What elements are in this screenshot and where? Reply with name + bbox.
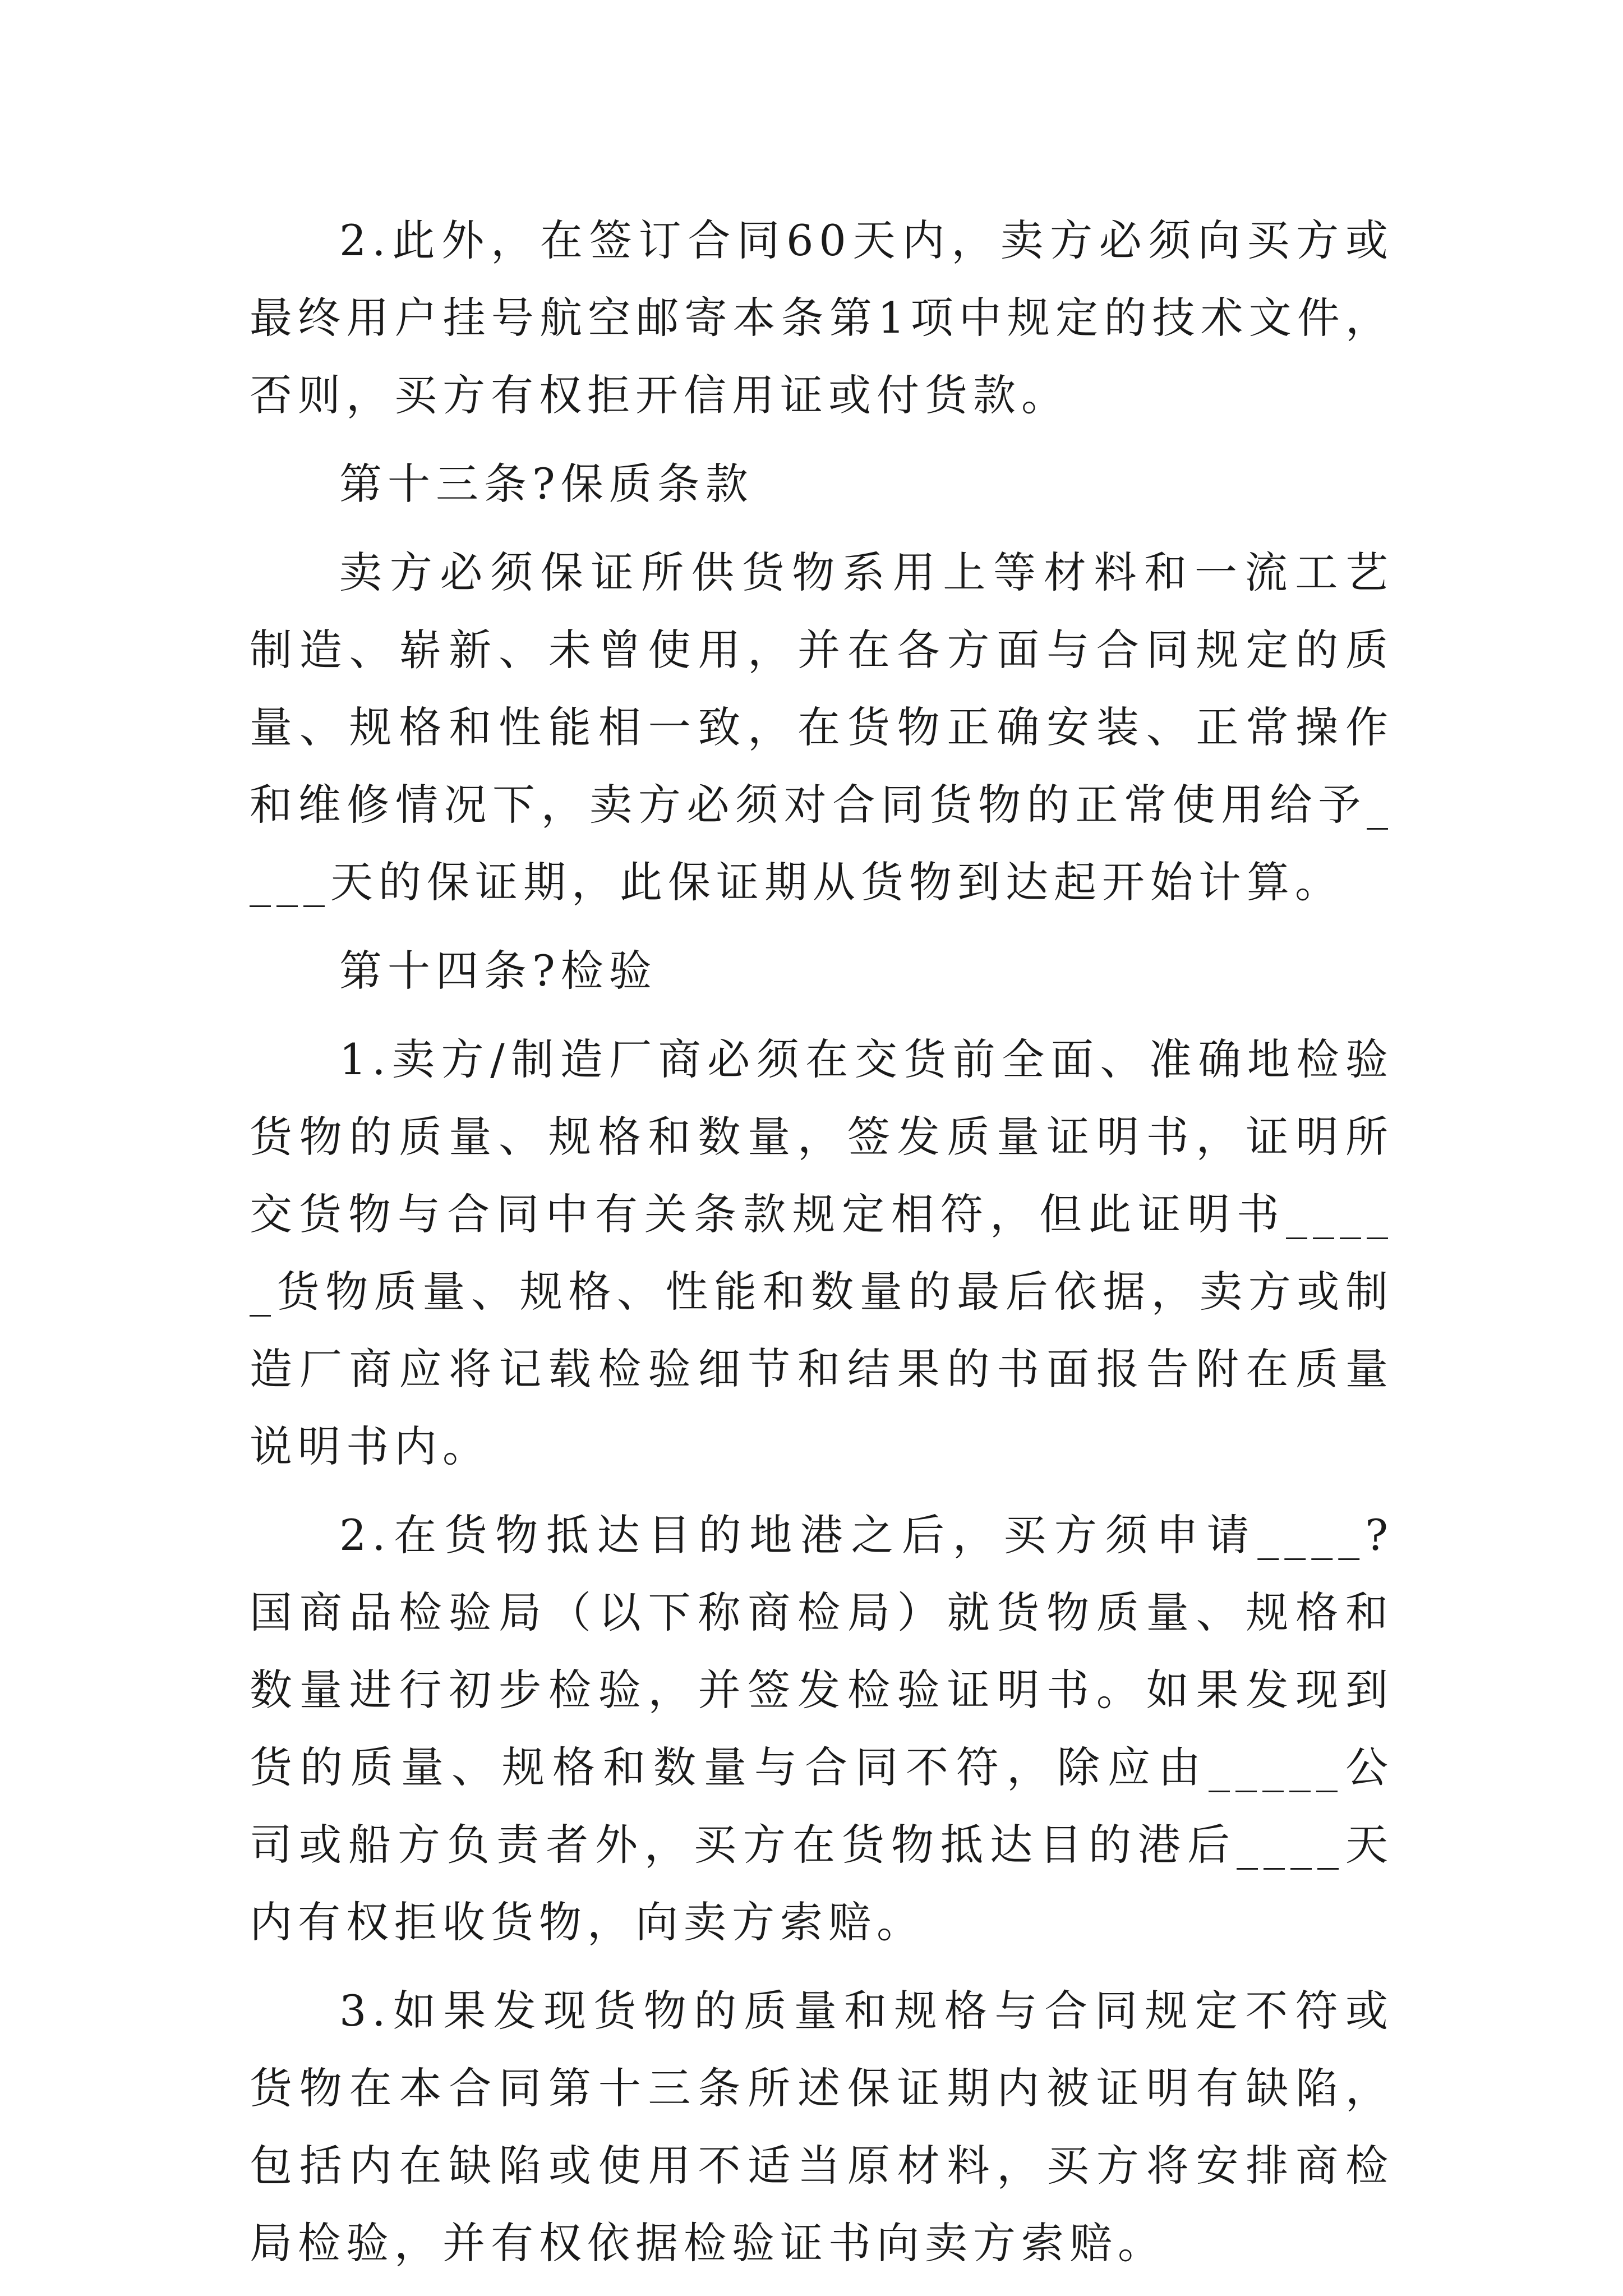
paragraph-article14-item1: 1.卖方/制造厂商必须在交货前全面、准确地检验货物的质量、规格和数量，签发质量证明书，证明所交货物与合同中有关条款规定相符，但此证明书_____货物质量、规格、性能和数量的最后依据，卖方或制造厂商应将记载检验细节和结果的书面报告附在质量说明书内。 — [250, 1034, 1394, 1471]
paragraph-article14-item2: 2.在货物抵达目的地港之后，买方须申请____?国商品检验局（以下称商检局）就货物质量、规格和数量进行初步检验，并签发检验证明书。如果发现到货的质量、规格和数量与合同不符，除应由_____公司或船方负责者外，买方在货物抵达目的港后____天内有权拒收货物，向卖方索赔。 — [250, 1510, 1394, 1947]
paragraph-article13-body: 卖方必须保证所供货物系用上等材料和一流工艺制造、崭新、未曾使用，并在各方面与合同规定的质量、规格和性能相一致，在货物正确安装、正常操作和维修情况下，卖方必须对合同货物的正常使用给予____天的保证期，此保证期从货物到达起开始计算。 — [250, 547, 1394, 907]
document-body — [250, 202, 1394, 2282]
heading-article14: 第十四条?检验 — [339, 946, 657, 996]
heading-article13: 第十三条?保质条款 — [339, 459, 754, 509]
paragraph-article12-item2: 2.此外，在签订合同60天内，卖方必须向买方或最终用户挂号航空邮寄本条第1项中规定的技术文件，否则，买方有权拒开信用证或付货款。 — [250, 215, 1394, 420]
paragraph-article14-item3: 3.如果发现货物的质量和规格与合同规定不符或货物在本合同第十三条所述保证期内被证明有缺陷，包括内在缺陷或使用不适当原材料，买方将安排商检局检验，并有权依据检验证书向卖方索赔。 — [250, 1986, 1394, 2268]
